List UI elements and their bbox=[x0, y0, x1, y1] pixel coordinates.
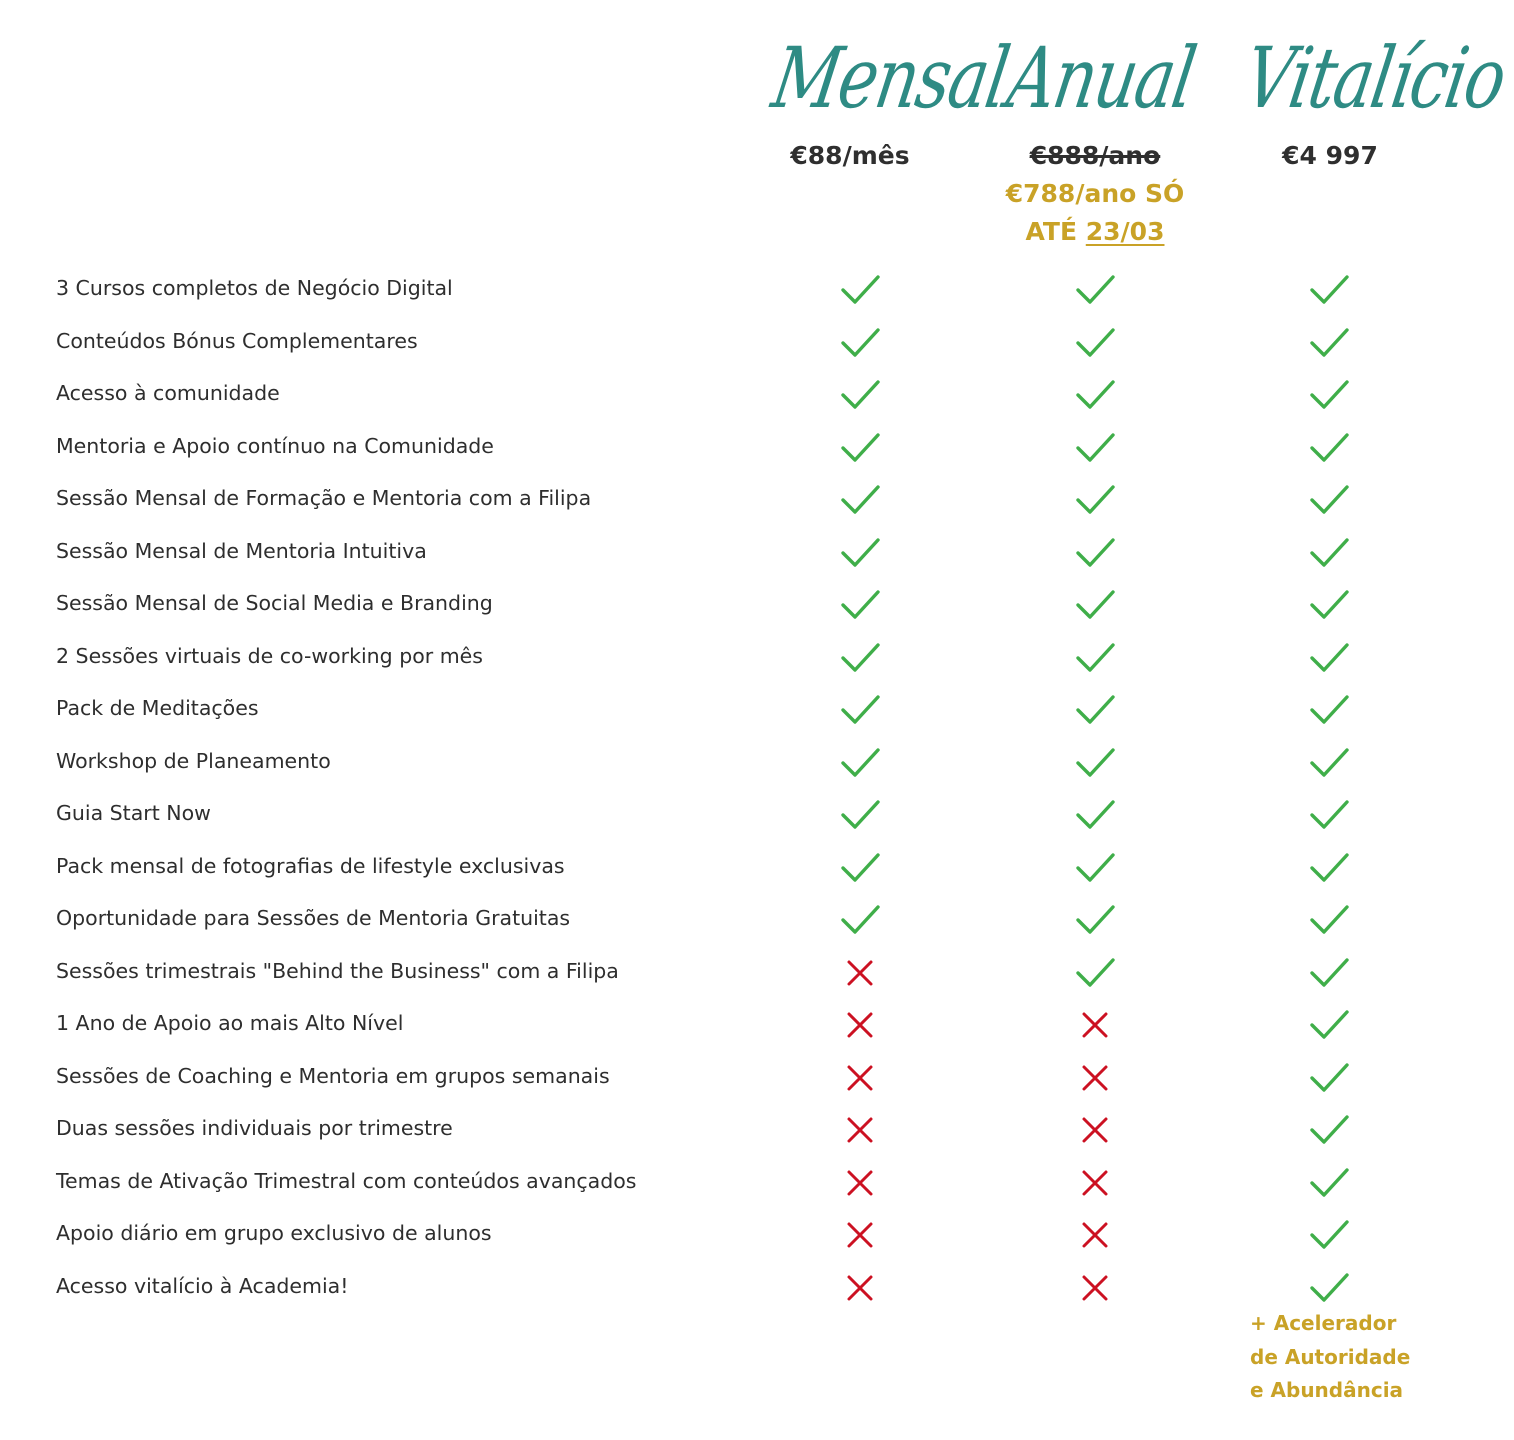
feature-label: Oportunidade para Sessões de Mentoria Gratuitas bbox=[56, 906, 571, 930]
bonus-note bbox=[1250, 1307, 1410, 1408]
feature-label: Pack de Meditações bbox=[56, 696, 259, 720]
feature-row bbox=[0, 262, 1452, 314]
feature-row bbox=[0, 682, 1452, 734]
check-icon-vitalicio bbox=[1309, 480, 1349, 520]
check-icon-anual bbox=[1075, 743, 1115, 783]
feature-label: 3 Cursos completos de Negócio Digital bbox=[56, 276, 453, 300]
check-icon-vitalicio bbox=[1309, 795, 1349, 835]
check-icon-anual bbox=[1075, 795, 1115, 835]
bonus-line1: + Acelerador bbox=[1250, 1311, 1397, 1335]
check-icon-vitalicio bbox=[1309, 900, 1349, 940]
feature-row bbox=[0, 1207, 1452, 1259]
feature-label: Conteúdos Bónus Complementares bbox=[56, 328, 418, 353]
feature-row bbox=[0, 735, 1452, 787]
check-icon-anual bbox=[1075, 480, 1115, 520]
check-icon-vitalicio bbox=[1309, 1058, 1349, 1098]
feature-row bbox=[0, 315, 1452, 367]
check-icon-mensal bbox=[840, 900, 880, 940]
check-icon-mensal bbox=[840, 795, 880, 835]
feature-row bbox=[0, 420, 1452, 472]
check-icon-anual bbox=[1075, 428, 1115, 468]
check-icon-mensal bbox=[840, 480, 880, 520]
check-icon-mensal bbox=[840, 533, 880, 573]
check-icon-vitalicio bbox=[1309, 270, 1349, 310]
check-icon-mensal bbox=[840, 375, 880, 415]
check-icon-vitalicio bbox=[1309, 428, 1349, 468]
check-icon-anual bbox=[1075, 848, 1115, 888]
cross-icon-mensal bbox=[840, 1005, 880, 1045]
plan-name-mensal: Mensal bbox=[766, 29, 1015, 127]
feature-row bbox=[0, 630, 1452, 682]
feature-label: 2 Sessões virtuais de co-working por mês bbox=[56, 643, 483, 668]
feature-row bbox=[0, 1102, 1452, 1154]
feature-label: Acesso à comunidade bbox=[56, 381, 280, 405]
price-anual-block bbox=[965, 137, 1225, 251]
cross-icon-mensal bbox=[840, 1215, 880, 1255]
check-icon-vitalicio bbox=[1309, 1005, 1349, 1045]
check-icon-vitalicio bbox=[1309, 585, 1349, 625]
feature-row bbox=[0, 1260, 1452, 1312]
cross-icon-anual bbox=[1075, 1268, 1115, 1308]
check-icon-anual bbox=[1075, 638, 1115, 678]
check-icon-mensal bbox=[840, 638, 880, 678]
feature-label: Guia Start Now bbox=[56, 801, 211, 825]
feature-row bbox=[0, 577, 1452, 629]
check-icon-mensal bbox=[840, 848, 880, 888]
feature-row bbox=[0, 997, 1452, 1049]
check-icon-anual bbox=[1075, 585, 1115, 625]
check-icon-anual bbox=[1075, 323, 1115, 363]
bonus-line3: e Abundância bbox=[1250, 1378, 1404, 1402]
feature-label: Duas sessões individuais por trimestre bbox=[56, 1116, 453, 1140]
price-anual-promo-line2 bbox=[965, 213, 1225, 251]
cross-icon-mensal bbox=[840, 1058, 880, 1098]
cross-icon-anual bbox=[1075, 1215, 1115, 1255]
price-anual-promo-line1: €788/ano SÓ bbox=[1005, 179, 1185, 208]
feature-label: Temas de Ativação Trimestral com conteúdos avançados bbox=[56, 1168, 637, 1193]
check-icon-vitalicio bbox=[1309, 1215, 1349, 1255]
feature-label: Apoio diário em grupo exclusivo de alunos bbox=[56, 1221, 492, 1245]
feature-label: Sessão Mensal de Social Media e Branding bbox=[56, 591, 493, 615]
check-icon-mensal bbox=[840, 585, 880, 625]
check-icon-vitalicio bbox=[1309, 953, 1349, 993]
check-icon-vitalicio bbox=[1309, 533, 1349, 573]
bonus-line2: de Autoridade bbox=[1250, 1344, 1411, 1369]
check-icon-vitalicio bbox=[1309, 638, 1349, 678]
plan-name-anual: Anual bbox=[1001, 29, 1202, 127]
cross-icon-anual bbox=[1075, 1110, 1115, 1150]
cross-icon-mensal bbox=[840, 1163, 880, 1203]
feature-row bbox=[0, 892, 1452, 944]
check-icon-anual bbox=[1075, 953, 1115, 993]
feature-row bbox=[0, 367, 1452, 419]
check-icon-mensal bbox=[840, 690, 880, 730]
price-vitalicio: €4 997 bbox=[1282, 141, 1378, 170]
feature-row bbox=[0, 472, 1452, 524]
cross-icon-mensal bbox=[840, 953, 880, 993]
promo-date: 23/03 bbox=[1085, 217, 1165, 246]
check-icon-anual bbox=[1075, 533, 1115, 573]
cross-icon-anual bbox=[1075, 1005, 1115, 1045]
feature-row bbox=[0, 945, 1452, 997]
feature-label: Sessões trimestrais "Behind the Business" com a Filipa bbox=[56, 958, 619, 983]
check-icon-vitalicio bbox=[1309, 690, 1349, 730]
check-icon-anual bbox=[1075, 900, 1115, 940]
check-icon-anual bbox=[1075, 375, 1115, 415]
feature-label: Workshop de Planeamento bbox=[56, 748, 331, 773]
check-icon-anual bbox=[1075, 270, 1115, 310]
feature-row bbox=[0, 787, 1452, 839]
check-icon-mensal bbox=[840, 428, 880, 468]
feature-label: Mentoria e Apoio contínuo na Comunidade bbox=[56, 433, 494, 458]
cross-icon-mensal bbox=[840, 1268, 880, 1308]
feature-label: 1 Ano de Apoio ao mais Alto Nível bbox=[56, 1011, 404, 1035]
cross-icon-anual bbox=[1075, 1058, 1115, 1098]
check-icon-vitalicio bbox=[1309, 375, 1349, 415]
check-icon-vitalicio bbox=[1309, 848, 1349, 888]
feature-label: Sessão Mensal de Mentoria Intuitiva bbox=[56, 538, 427, 563]
check-icon-vitalicio bbox=[1309, 1163, 1349, 1203]
feature-label: Acesso vitalício à Academia! bbox=[56, 1273, 349, 1298]
feature-label: Pack mensal de fotografias de lifestyle exclusivas bbox=[56, 853, 565, 878]
feature-label: Sessões de Coaching e Mentoria em grupos semanais bbox=[56, 1063, 610, 1088]
feature-row bbox=[0, 1050, 1452, 1102]
feature-row bbox=[0, 525, 1452, 577]
plan-name-vitalicio: Vitalício bbox=[1238, 29, 1512, 127]
cross-icon-anual bbox=[1075, 1163, 1115, 1203]
price-mensal: €88/mês bbox=[790, 141, 910, 170]
check-icon-vitalicio bbox=[1309, 1110, 1349, 1150]
check-icon-mensal bbox=[840, 323, 880, 363]
feature-label: Sessão Mensal de Formação e Mentoria com a Filipa bbox=[56, 486, 592, 510]
check-icon-vitalicio bbox=[1309, 323, 1349, 363]
price-anual-old: €888/ano bbox=[1029, 141, 1161, 170]
check-icon-anual bbox=[1075, 690, 1115, 730]
check-icon-mensal bbox=[840, 743, 880, 783]
feature-row bbox=[0, 1155, 1452, 1207]
check-icon-vitalicio bbox=[1309, 743, 1349, 783]
cross-icon-mensal bbox=[840, 1110, 880, 1150]
feature-row bbox=[0, 840, 1452, 892]
promo-prefix: ATÉ bbox=[1025, 217, 1078, 246]
check-icon-vitalicio bbox=[1309, 1268, 1349, 1308]
check-icon-mensal bbox=[840, 270, 880, 310]
